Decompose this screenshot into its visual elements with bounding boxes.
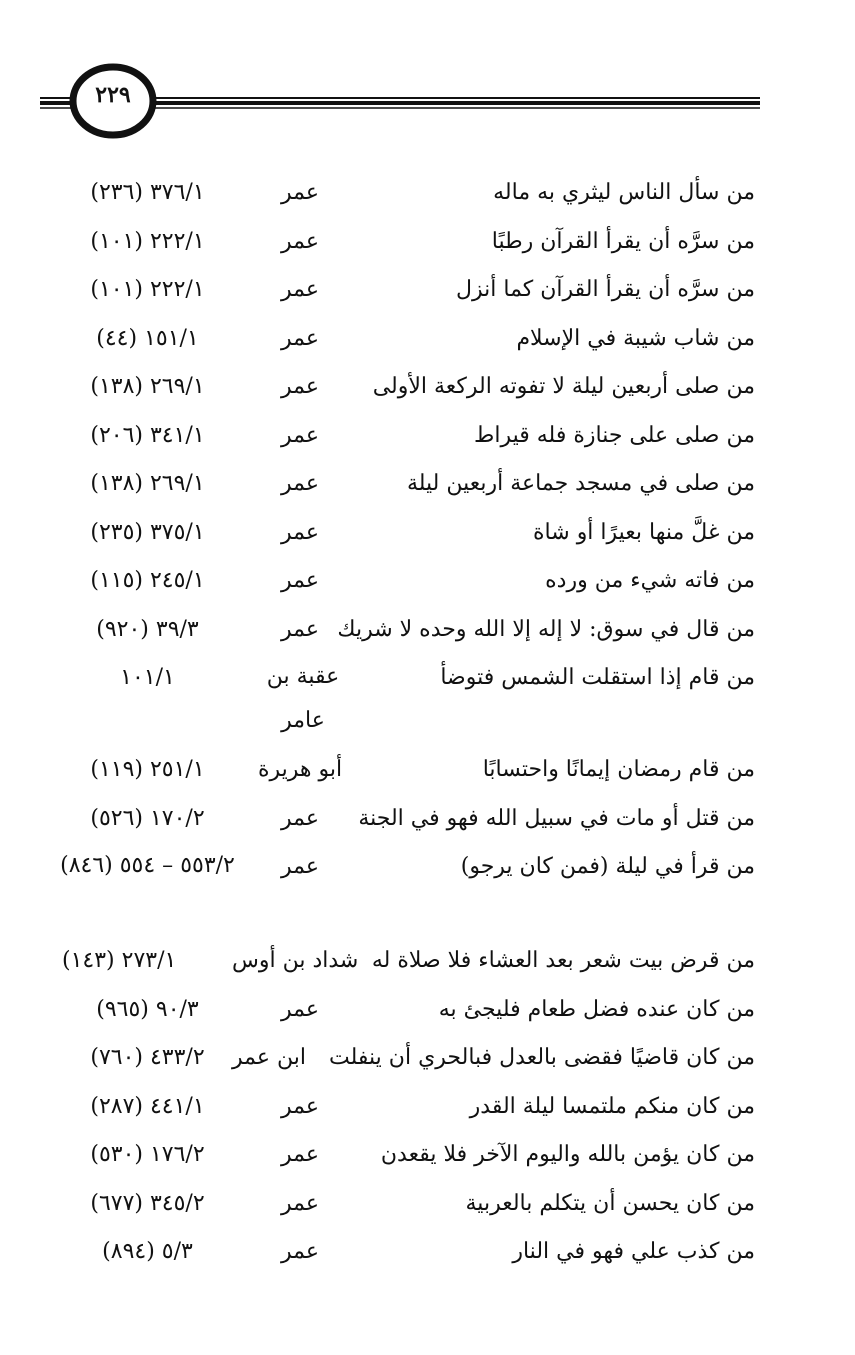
list-item	[0, 316, 855, 365]
hadith-text: من فاته شيء من ورده	[545, 568, 755, 593]
reference: ٢٦٩/١ (١٣٨)	[90, 374, 205, 399]
reference: ١٧٦/٢ (٥٣٠)	[90, 1142, 205, 1167]
hadith-text: من كان يؤمن بالله واليوم الآخر فلا يقعدن	[380, 1142, 755, 1167]
list-item	[0, 1084, 855, 1133]
reference: ٣٧٥/١ (٢٣٥)	[90, 519, 205, 545]
list-item	[0, 219, 855, 268]
hadith-text: من قام رمضان إيمانًا واحتسابًا	[482, 757, 755, 782]
reference: ٥/٣ (٨٩٤)	[102, 1239, 193, 1264]
reference: ٢٢٢/١ (١٠١)	[90, 277, 205, 302]
reference: ٢٤٥/١ (١١٥)	[90, 568, 205, 593]
narrator: عقبة بن عامر	[266, 664, 340, 733]
narrator: عمر	[281, 1142, 319, 1167]
page-number: ٢٢٩	[95, 82, 131, 108]
hadith-text: من قام إذا استقلت الشمس فتوضأ	[440, 665, 755, 690]
narrator: شداد بن أوس	[232, 948, 359, 973]
list-item	[0, 747, 855, 796]
narrator: عمر	[281, 519, 319, 545]
narrator: ابن عمر	[232, 1045, 306, 1070]
list-item	[0, 510, 855, 559]
list-item	[0, 267, 855, 316]
hadith-text: من شاب شيبة في الإسلام	[516, 325, 755, 351]
list-item	[0, 413, 855, 462]
hadith-text: من صلى أربعين ليلة لا تفوته الركعة الأولى	[372, 374, 755, 399]
narrator: عمر	[281, 374, 319, 399]
narrator: عمر	[281, 471, 319, 496]
list-item	[0, 1181, 855, 1230]
narrator: عمر	[281, 1190, 319, 1216]
reference: ٢٦٩/١ (١٣٨)	[90, 471, 205, 496]
list-item	[0, 655, 855, 747]
list-item	[0, 364, 855, 413]
list-item	[0, 607, 855, 656]
reference: ٢٥١/١ (١١٩)	[90, 757, 205, 782]
reference: ٣٤١/١ (٢٠٦)	[90, 422, 205, 448]
list-item	[0, 1229, 855, 1278]
narrator: عمر	[281, 996, 319, 1022]
reference: ٤٤١/١ (٢٨٧)	[90, 1093, 205, 1119]
narrator: عمر	[281, 568, 319, 593]
reference: ٢٢٢/١ (١٠١)	[90, 228, 205, 254]
reference: ٩٠/٣ (٩٦٥)	[96, 996, 199, 1022]
hadith-text: من قرأ في ليلة (فمن كان يرجو)	[460, 854, 755, 879]
list-item	[0, 938, 855, 987]
list-item	[0, 1035, 855, 1084]
reference: ٣٧٦/١ (٢٣٦)	[90, 180, 205, 205]
hadith-text: من صلى في مسجد جماعة أربعين ليلة	[406, 471, 755, 496]
list-item	[0, 558, 855, 607]
narrator: عمر	[281, 1239, 319, 1264]
hadith-text: من كان يحسن أن يتكلم بالعربية	[465, 1190, 755, 1216]
narrator: عمر	[281, 616, 319, 642]
narrator: عمر	[281, 228, 319, 254]
page-header	[0, 0, 855, 150]
reference: ٣٤٥/٢ (٦٧٧)	[90, 1190, 205, 1216]
narrator: عمر	[281, 325, 319, 351]
narrator: عمر	[281, 1093, 319, 1119]
reference: ٥٥٣/٢ – ٥٥٤ (٨٤٦)	[60, 853, 235, 878]
list-item	[0, 170, 855, 219]
hadith-text: من كان عنده فضل طعام فليجئ به	[438, 996, 755, 1022]
narrator: عمر	[281, 422, 319, 448]
hadith-text: من صلى على جنازة فله قيراط	[474, 422, 755, 448]
hadith-text: من سرَّه أن يقرأ القرآن كما أنزل	[456, 277, 755, 302]
reference: ١٧٠/٢ (٥٢٦)	[90, 805, 205, 831]
reference: ٢٧٣/١ (١٤٣)	[62, 948, 177, 973]
list-item	[0, 987, 855, 1036]
hadith-text: من قتل أو مات في سبيل الله فهو في الجنة	[358, 805, 755, 831]
list-item	[0, 1132, 855, 1181]
header-rule	[0, 0, 855, 150]
narrator: عمر	[281, 854, 319, 879]
reference: ٤٣٣/٢ (٧٦٠)	[90, 1045, 205, 1070]
hadith-text: من قال في سوق: لا إله إلا الله وحده لا شريك	[337, 616, 755, 642]
narrator: عمر	[281, 805, 319, 831]
narrator: عمر	[281, 277, 319, 302]
hadith-text: من كذب علي فهو في النار	[512, 1239, 755, 1264]
hadith-text: من كان قاضيًا فقضى بالعدل فبالحري أن ينفلت	[329, 1045, 755, 1070]
hadith-text: من غلَّ منها بعيرًا أو شاة	[533, 519, 755, 545]
hadith-text: من سرَّه أن يقرأ القرآن رطبًا	[491, 228, 755, 254]
list-item	[0, 796, 855, 845]
list-item	[0, 461, 855, 510]
narrator: أبو هريرة	[257, 757, 343, 782]
hadith-text: من كان منكم ملتمسا ليلة القدر	[469, 1093, 755, 1119]
reference: ١٥١/١ (٤٤)	[96, 325, 199, 351]
reference: ١٠١/١	[120, 665, 175, 690]
narrator: عمر	[281, 180, 319, 205]
list-item	[0, 844, 855, 938]
hadith-index-list	[0, 170, 855, 1278]
reference: ٣٩/٣ (٩٢٠)	[96, 616, 199, 642]
hadith-text: من قرض بيت شعر بعد العشاء فلا صلاة له	[371, 948, 755, 973]
hadith-text: من سأل الناس ليثري به ماله	[493, 180, 755, 205]
